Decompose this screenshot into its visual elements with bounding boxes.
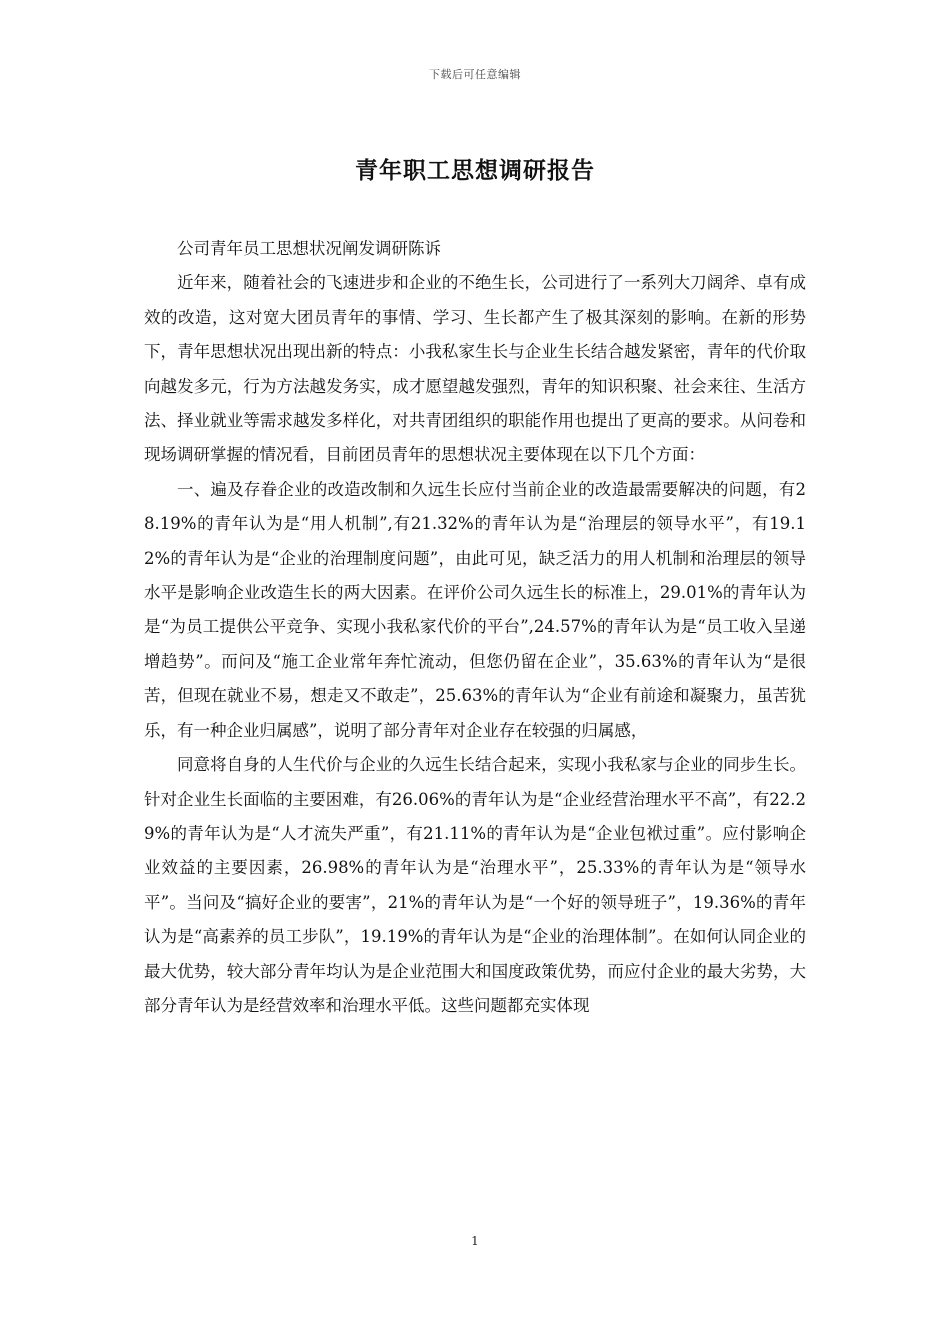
header-note: 下载后可任意编辑 <box>429 68 521 81</box>
document-body <box>144 232 806 1023</box>
paragraph-section-one: 一、遍及存眷企业的改造改制和久远生长应付当前企业的改造最需要解决的问题，有28.19%的青年认为是“用人机制”,有21.32%的青年认为是“治理层的领导水平”，有19.12%的青年认为是“企业的治理制度问题”，由此可见，缺乏活力的用人机制和治理层的领导水平是影响企业改造生长的两大因素。在评价公司久远生长的标准上，29.01%的青年认为是“为员工提供公平竞争、实现小我私家代价的平台”,24.57%的青年认为是“员工收入呈递增趋势”。而问及“施工企业常年奔忙流动，但您仍留在企业”，35.63%的青年认为“是很苦，但现在就业不易，想走又不敢走”，25.63%的青年认为“企业有前途和凝聚力，虽苦犹乐，有一种企业归属感”，说明了部分青年对企业存在较强的归属感， <box>144 479 806 740</box>
document-title: 青年职工思想调研报告 <box>355 158 595 184</box>
paragraph-intro: 近年来，随着社会的飞速进步和企业的不绝生长，公司进行了一系列大刀阔斧、卓有成效的改造，这对宽大团员青年的事情、学习、生长都产生了极其深刻的影响。在新的形势下，青年思想状况出现出新的特点：小我私家生长与企业生长结合越发紧密，青年的代价取向越发多元，行为方法越发务实，成才愿望越发强烈，青年的知识积聚、社会来往、生活方法、择业就业等需求越发多样化，对共青团组织的职能作用也提出了更高的要求。从问卷和现场调研掌握的情况看，目前团员青年的思想状况主要体现在以下几个方面： <box>144 273 806 465</box>
document-subtitle: 公司青年员工思想状况阐发调研陈诉 <box>177 239 441 258</box>
page-number: 1 <box>471 1234 479 1248</box>
paragraph-continuation: 同意将自身的人生代价与企业的久远生长结合起来，实现小我私家与企业的同步生长。针对企业生长面临的主要困难，有26.06%的青年认为是“企业经营治理水平不高”，有22.29%的青年认为是“人才流失严重”，有21.11%的青年认为是“企业包袱过重”。应付影响企业效益的主要因素，26.98%的青年认为是“治理水平”，25.33%的青年认为是“领导水平”。当问及“搞好企业的要害”，21%的青年认为是“一个好的领导班子”，19.36%的青年认为是“高素养的员工步队”，19.19%的青年认为是“企业的治理体制”。在如何认同企业的最大优势，较大部分青年均认为是企业范围大和国度政策优势，而应付企业的最大劣势，大部分青年认为是经营效率和治理水平低。这些问题都充实体现 <box>144 755 806 1015</box>
